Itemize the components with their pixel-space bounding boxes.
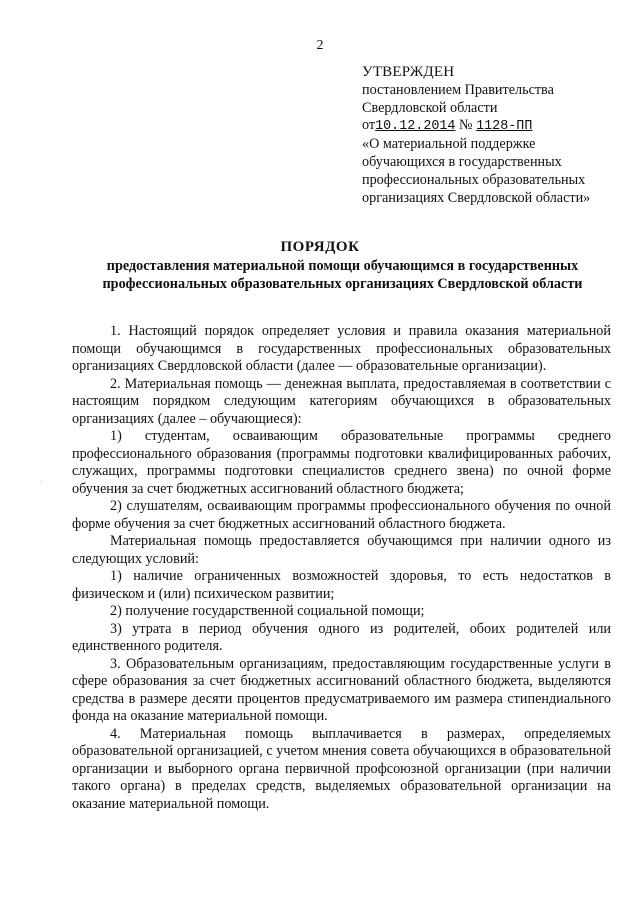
page-number: 2 [316, 38, 324, 53]
approval-line-6: профессиональных образовательных [362, 171, 586, 188]
paragraph-1: 1. Настоящий порядок определяет условия и правила оказания материальной помощи обучающимся в государственных профессиональных образовательных организациях Свердловской области (далее — образовательные организации). [72, 323, 611, 374]
paragraph-10: 4. Материальная помощь выплачивается в размерах, определяемых образовательной организацией, с учетом мнения совета обучающихся в образовательной организации и выборного органа первичной профсоюзной организации (при наличии такого органа) в пределах средств, выделяемых образовательной организации на оказание материальной помощи. [72, 725, 611, 812]
approval-line-5: обучающихся в государственных [362, 153, 562, 170]
paragraph-8: 3) утрата в период обучения одного из родителей, обоих родителей или единственного родителя. [72, 620, 611, 654]
paragraph-6: 1) наличие ограниченных возможностей здоровья, то есть недостатков в физическом и (или) психическом развитии; [72, 568, 611, 602]
paragraph-9: 3. Образовательным организациям, предоставляющим государственные услуги в сфере образования за счет бюджетных ассигнований областного бюджета, выделяются средства в размере десяти процентов предусматриваемого им размера стипендиального фонда на оказание материальной помощи. [72, 655, 611, 724]
date-prefix: от [362, 117, 376, 134]
approval-line-2: Свердловской области [362, 99, 498, 116]
approval-line-4: «О материальной поддержке [362, 136, 536, 153]
number-prefix: № [459, 117, 473, 134]
approval-date: 10.12.2014 [375, 119, 456, 135]
paragraph-5: Материальная помощь предоставляется обучающимся при наличии одного из следующих условий: [72, 533, 611, 567]
approval-number: 1128-ПП [476, 119, 533, 135]
approval-line-1: постановлением Правительства [362, 81, 554, 98]
document-title: ПОРЯДОК [280, 239, 360, 255]
approval-line-7: организациях Свердловской области» [362, 189, 591, 206]
paragraph-7: 2) получение государственной социальной помощи; [110, 603, 425, 619]
document-body [72, 323, 611, 813]
paragraph-2: 2. Материальная помощь — денежная выплата, предоставляемая в соответствии с настоящим порядком следующим категориям обучающихся в образовательных организациях (далее – обучающиеся): [72, 375, 611, 427]
approval-date-line [362, 117, 624, 136]
approval-block [362, 64, 624, 207]
document-subtitle: предоставления материальной помощи обучающимся в государственных профессиональных образовательных организациях Свердловской области [102, 258, 583, 292]
approval-heading: УТВЕРЖДЕН [362, 64, 455, 80]
paragraph-3: 1) студентам, осваивающим образовательные программы среднего профессионального образования (программы подготовки квалифицированных рабочих, служащих, программы подготовки специалистов среднего звена) по очной форме обучения за счет бюджетных ассигнований областного бюджета; [72, 428, 611, 497]
paragraph-4: 2) слушателям, осваивающим программы профессионального обучения по очной форме обучения за счет бюджетных ассигнований областного бюджета. [72, 498, 611, 532]
margin-mark: · [40, 478, 43, 487]
